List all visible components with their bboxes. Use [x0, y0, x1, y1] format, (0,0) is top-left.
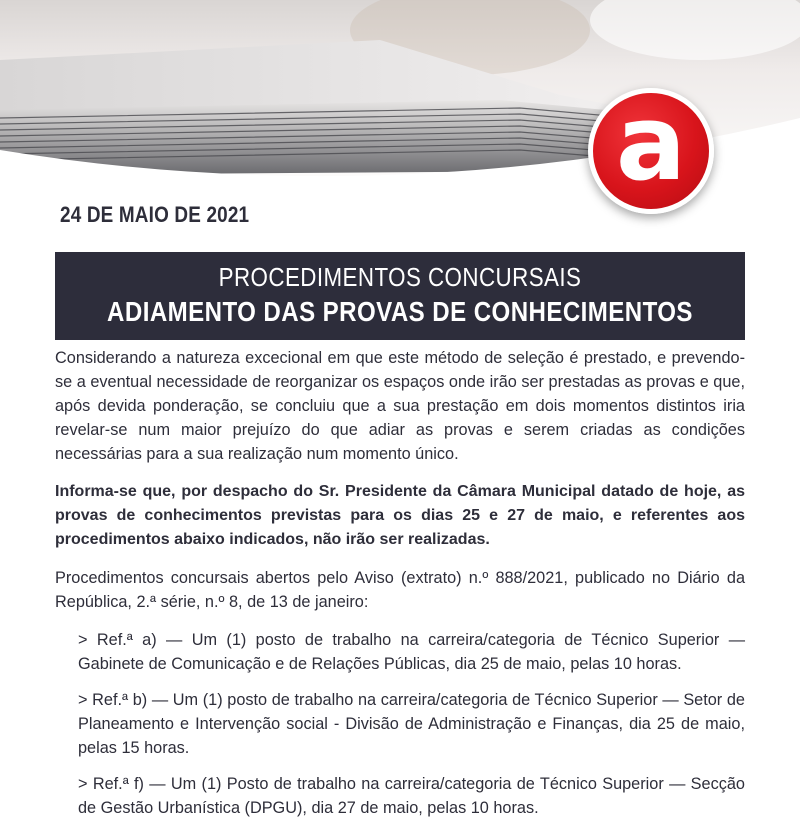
- announcement-body: [55, 346, 745, 832]
- publication-date: 24 DE MAIO DE 2021: [60, 202, 250, 227]
- brand-logo: [588, 82, 714, 214]
- banner-title: ADIAMENTO DAS PROVAS DE CONHECIMENTOS: [107, 296, 693, 327]
- list-item: > Ref.ª f) — Um (1) Posto de trabalho na carreira/categoria de Técnico Superior — Secção de Gestão Urbanística (DPGU), dia 27 de maio, pelas 10 horas.: [78, 775, 745, 817]
- intro-paragraph: Considerando a natureza excecional em que este método de seleção é prestado, e prevendo-se a eventual necessidade de reorganizar os espaços onde irão ser prestadas as provas e que, após devida ponderação, se concluiu que a sua prestação em dois momentos distintos iria revelar-se num maior prejuízo do que adiar as provas e serem criadas as condições necessárias para a sua realização num momento único.: [55, 349, 745, 463]
- title-banner: [55, 252, 745, 340]
- list-item: > Ref.ª b) — Um (1) posto de trabalho na carreira/categoria de Técnico Superior — Setor de Planeamento e Intervenção social - Divisão de Administração e Finanças, dia 25 de maio, pelas 15 horas.: [78, 691, 745, 757]
- brand-logo-letter: a: [615, 82, 687, 204]
- list-item: > Ref.ª a) — Um (1) posto de trabalho na carreira/categoria de Técnico Superior — Gabinete de Comunicação e de Relações Públicas, dia 25 de maio, pelas 10 horas.: [78, 631, 745, 673]
- decision-paragraph: Informa-se que, por despacho do Sr. Presidente da Câmara Municipal datado de hoje, as provas de conhecimentos previstas para os dias 25 e 27 de maio, e referentes aos procedimentos abaixo indicados, não irão ser realizadas.: [55, 483, 745, 548]
- procedures-paragraph: Procedimentos concursais abertos pelo Aviso (extrato) n.º 888/2021, publicado no Diário da República, 2.ª série, n.º 8, de 13 de janeiro:: [55, 569, 745, 611]
- banner-subtitle: PROCEDIMENTOS CONCURSAIS: [218, 262, 582, 292]
